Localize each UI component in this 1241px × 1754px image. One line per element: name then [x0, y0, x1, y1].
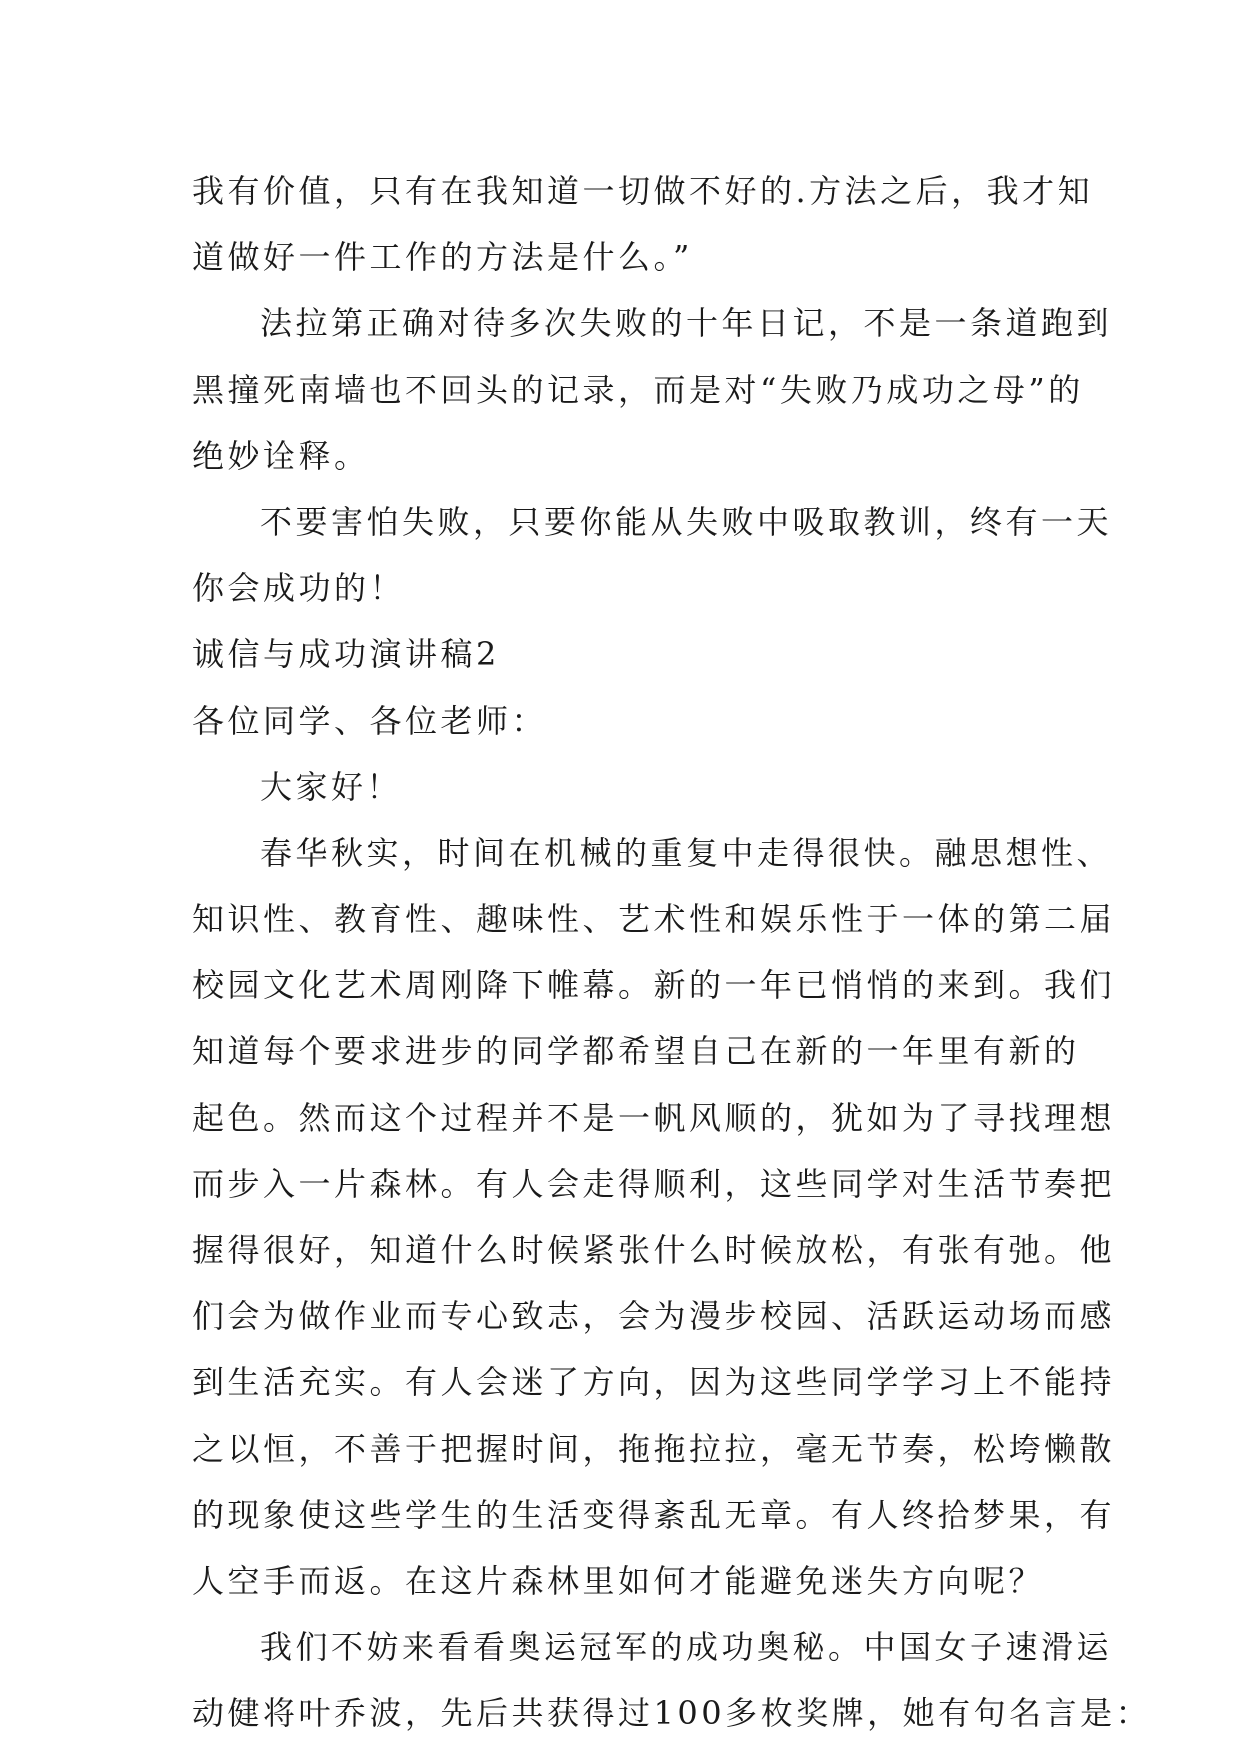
text-line: 起色。然而这个过程并不是一帆风顺的，犹如为了寻找理想 [192, 1098, 1116, 1137]
text-line: 而步入一片森林。有人会走得顺利，这些同学对生活节奏把 [192, 1164, 1116, 1203]
text-line: 到生活充实。有人会迷了方向，因为这些同学学习上不能持 [192, 1363, 1116, 1402]
salutation: 各位同学、各位老师： [192, 701, 548, 740]
paragraph-first-line: 不要害怕失败，只要你能从失败中吸取教训，终有一天 [260, 502, 1113, 541]
text-line: 知道每个要求进步的同学都希望自己在新的一年里有新的 [192, 1032, 1080, 1071]
text-line: 的现象使这些学生的生活变得紊乱无章。有人终拾梦果，有 [192, 1495, 1116, 1534]
text-line: 校园文化艺术周刚降下帷幕。新的一年已悄悄的来到。我们 [192, 966, 1116, 1005]
text-line: 黑撞死南墙也不回头的记录，而是对“失败乃成功之母”的 [192, 370, 1084, 409]
text-line: 绝妙诠释。 [192, 436, 370, 475]
text-line: 我有价值，只有在我知道一切做不好的.方法之后，我才知 [192, 172, 1094, 210]
text-line: 知识性、教育性、趣味性、艺术性和娱乐性于一体的第二届 [192, 900, 1116, 939]
text-line: 人空手而返。在这片森林里如何才能避免迷失方向呢？ [192, 1561, 1045, 1600]
section-heading: 诚信与成功演讲稿2 [192, 635, 500, 674]
text-line: 动健将叶乔波，先后共获得过100多枚奖牌，她有句名言是： [192, 1694, 1152, 1733]
text-line: 握得很好，知道什么时候紧张什么时候放松，有张有弛。他 [192, 1231, 1116, 1269]
paragraph-first-line: 春华秋实，时间在机械的重复中走得很快。融思想性、 [260, 833, 1113, 872]
paragraph-first-line: 法拉第正确对待多次失败的十年日记，不是一条道跑到 [260, 304, 1113, 343]
document-body [192, 158, 1152, 1747]
paragraph-first-line: 我们不妨来看看奥运冠军的成功奥秘。中国女子速滑运 [260, 1628, 1113, 1667]
greeting: 大家好！ [260, 767, 403, 806]
text-line: 们会为做作业而专心致志，会为漫步校园、活跃运动场而感 [192, 1297, 1116, 1336]
text-line: 之以恒，不善于把握时间，拖拖拉拉，毫无节奏，松垮懒散 [192, 1429, 1116, 1468]
text-line: 道做好一件工作的方法是什么。” [192, 238, 693, 277]
text-line: 你会成功的！ [192, 569, 406, 608]
